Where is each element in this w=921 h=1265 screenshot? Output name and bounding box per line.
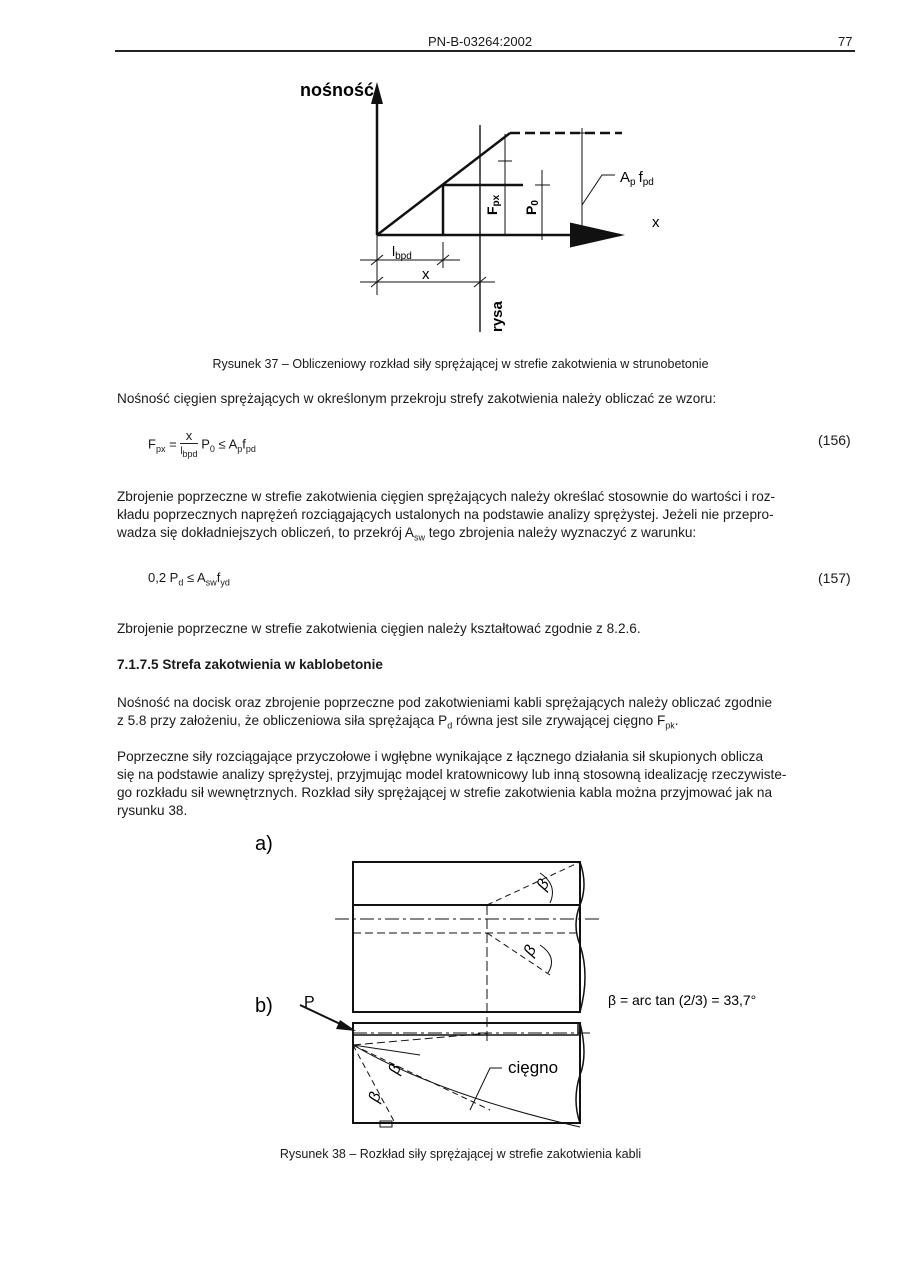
y-axis-label: nośność bbox=[300, 80, 375, 100]
tendon-label: cięgno bbox=[508, 1058, 559, 1077]
beta-a1: β bbox=[533, 876, 554, 893]
figure-37-diagram bbox=[280, 70, 700, 345]
apfpd-label: $A_p$ $f_{pd}$ bbox=[620, 169, 654, 188]
figure-38-caption: Rysunek 38 – Rozkład siły sprężającej w strefie zakotwienia kabli bbox=[279, 1147, 642, 1161]
equation-156: $F_{px}$ = $\frac{x}{l_{bpd}}$ $P_0 \le A_pf_{pd}$ bbox=[148, 428, 256, 459]
label-b: b) bbox=[255, 995, 273, 1017]
beta-b2: β bbox=[365, 1089, 385, 1105]
apfpd-leader bbox=[582, 175, 615, 205]
figure-37-caption: Rysunek 37 – Obliczeniowy rozkład siły sprężającej w strefie zakotwienia w strunobetonie bbox=[212, 357, 709, 371]
paragraph-5: Poprzeczne siły rozciągające przyczołowe i wgłębne wynikające z łącznego działania sił skupionych oblicza się na podstawie analizy sprężystej, przyjmując model kratownicowy lub inną stosowną idealizację rzeczywiste- go rozkładu sił wewnętrznych. Rozkład siły sprężającej w strefie zakotwienia kabla można przyjmować jak na rysunku 38. bbox=[117, 749, 787, 818]
crack-label: rysa bbox=[489, 301, 506, 332]
page-number: 77 bbox=[838, 34, 853, 49]
paragraph-2: Zbrojenie poprzeczne w strefie zakotwienia cięgien sprężających należy określać stosownie do wartości i roz- kładu poprzecznych naprężeń rozciągających ustalonych na podstawie analizy sprężystej. Jeżeli nie przepro- wadza się dokładniejszych obliczeń, to przekrój $A_{sw}$ tego zbrojenia należy wyznaczyć z warunku: bbox=[117, 489, 776, 543]
tendon-leader bbox=[470, 1068, 502, 1110]
x-dim-label: x bbox=[422, 266, 430, 283]
force-p-label: P bbox=[304, 994, 315, 1011]
equation-156-number: (156) bbox=[818, 432, 851, 448]
equation-157: 0,2 $P_d \le A_{sw}f_{yd}$ bbox=[148, 570, 230, 588]
figure-38-diagram bbox=[240, 825, 820, 1135]
header-rule bbox=[115, 50, 855, 52]
x-axis-label: x bbox=[652, 214, 660, 231]
fpx-label: Fpx bbox=[484, 194, 502, 215]
section-heading: 7.1.7.5 Strefa zakotwienia w kablobetonie bbox=[117, 657, 383, 672]
label-a: a) bbox=[255, 833, 273, 855]
standard-id: PN-B-03264:2002 bbox=[428, 34, 533, 49]
equation-157-number: (157) bbox=[818, 570, 851, 586]
paragraph-4: Nośność na docisk oraz zbrojenie poprzeczne pod zakotwieniami kabli sprężających należy obliczać zgodnie z 5.8 przy założeniu, że obliczeniowa siła sprężająca $P_d$ równa jest sile zrywającej cięgno $F_{pk}$. bbox=[117, 695, 773, 731]
p0-label: P0 bbox=[523, 200, 541, 215]
beta-formula: β = arc tan (2/3) = 33,7° bbox=[608, 992, 757, 1008]
beta-b1: β bbox=[385, 1061, 405, 1077]
lbpd-label: $l_{bpd}$ bbox=[392, 243, 412, 262]
paragraph-1: Nośność cięgien sprężających w określonym przekroju strefy zakotwienia należy obliczać ze wzoru: bbox=[117, 391, 717, 406]
paragraph-3: Zbrojenie poprzeczne w strefie zakotwienia cięgien należy kształtować zgodnie z 8.2.6. bbox=[117, 621, 641, 636]
beta-a2: β bbox=[520, 942, 541, 959]
